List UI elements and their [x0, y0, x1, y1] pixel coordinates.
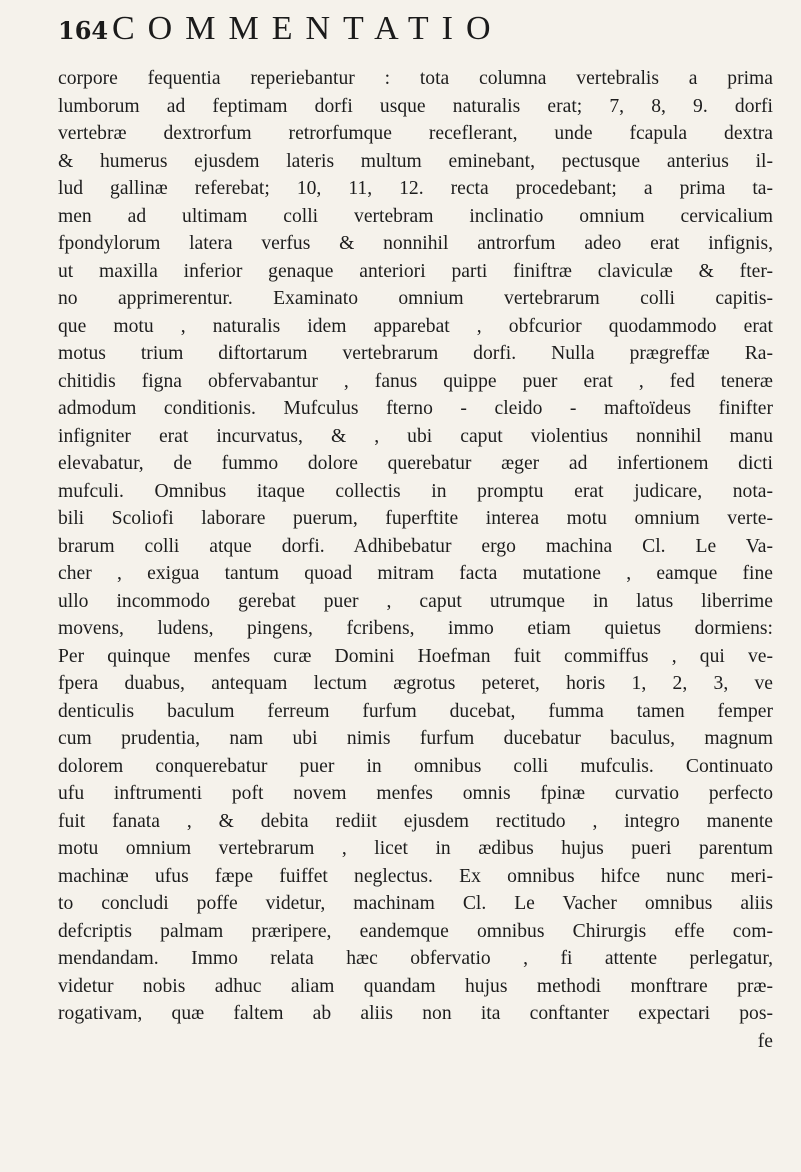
text-line: que motu , naturalis idem apparebat , obfcurior quodammodo erat [58, 315, 773, 337]
text-line: movens, ludens, pingens, fcribens, immo etiam quietus dormiens: [58, 618, 773, 639]
page-header [58, 10, 758, 60]
text-line: infigniter erat incurvatus, & , ubi caput violentius nonnihil manu [58, 425, 773, 447]
text-line: & humerus ejusdem lateris multum eminebant, pectusque anterius il- [58, 150, 773, 172]
text-line: bili Scoliofi laborare puerum, fuperftite interea motu omnium verte- [58, 508, 773, 529]
text-line: to concludi poffe videtur, machinam Cl. Le Vacher omnibus aliis [58, 893, 773, 914]
catchword: fe [757, 1030, 773, 1052]
text-line: corpore fequentia reperiebantur : tota columna vertebralis a prima [58, 68, 773, 89]
text-line: lud gallinæ referebat; 10, 11, 12. recta procedebant; a prima ta- [58, 178, 773, 199]
text-line: admodum conditionis. Mufculus fterno - cleido - maftoïdeus finifter [58, 398, 773, 419]
text-line: ullo incommodo gerebat puer , caput utrumque in latus liberrime [58, 590, 773, 612]
text-line: machinæ ufus fæpe fuiffet neglectus. Ex omnibus hifce nunc meri- [58, 865, 773, 887]
text-line: dolorem conquerebatur puer in omnibus colli mufculis. Continuato [58, 755, 773, 777]
body-text [58, 65, 773, 1055]
text-line: fpondylorum latera verfus & nonnihil antrorfum adeo erat infignis, [58, 233, 773, 254]
text-line: fpera duabus, antequam lectum ægrotus peteret, horis 1, 2, 3, ve [58, 673, 773, 694]
text-line: videtur nobis adhuc aliam quandam hujus methodi monftrare præ- [58, 975, 773, 997]
text-line: motus trium diftortarum vertebrarum dorfi. Nulla prægreffæ Ra- [58, 343, 773, 364]
text-line: cum prudentia, nam ubi nimis furfum ducebatur baculus, magnum [58, 728, 773, 749]
text-line: mendandam. Immo relata hæc obfervatio , fi attente perlegatur, [58, 948, 773, 969]
text-line: motu omnium vertebrarum , licet in ædibus hujus pueri parentum [58, 838, 773, 859]
text-line: ufu inftrumenti poft novem menfes omnis fpinæ curvatio perfecto [58, 783, 773, 804]
text-line: lumborum ad feptimam dorfi usque naturalis erat; 7, 8, 9. dorfi [58, 95, 773, 117]
running-title: COMMENTATIO [112, 10, 504, 47]
text-line: elevabatur, de fummo dolore querebatur æger ad infertionem dicti [58, 453, 773, 474]
text-line: brarum colli atque dorfi. Adhibebatur ergo machina Cl. Le Va- [58, 535, 773, 557]
text-line: fuit fanata , & debita rediit ejusdem rectitudo , integro manente [58, 810, 773, 832]
text-line: cher , exigua tantum quoad mitram facta mutatione , eamque fine [58, 563, 773, 584]
text-line: ut maxilla inferior genaque anteriori parti finiftræ claviculæ & fter- [58, 260, 773, 282]
text-line: vertebræ dextrorfum retrorfumque receflerant, unde fcapula dextra [58, 123, 773, 144]
page-number: 164 [58, 16, 109, 45]
text-line: denticulis baculum ferreum furfum ducebat, fumma tamen femper [58, 700, 773, 722]
text-line: Per quinque menfes curæ Domini Hoefman fuit commiffus , qui ve- [58, 645, 773, 667]
text-line: defcriptis palmam præripere, eandemque omnibus Chirurgis effe com- [58, 920, 773, 942]
text-line: rogativam, quæ faltem ab aliis non ita conftanter expectari pos- [58, 1003, 773, 1024]
text-line: men ad ultimam colli vertebram inclinatio omnium cervicalium [58, 205, 773, 227]
text-line: mufculi. Omnibus itaque collectis in promptu erat judicare, nota- [58, 480, 773, 502]
text-line: chitidis figna obfervabantur , fanus quippe puer erat , fed teneræ [58, 370, 773, 392]
text-line: no apprimerentur. Examinato omnium vertebrarum colli capitis- [58, 288, 773, 309]
